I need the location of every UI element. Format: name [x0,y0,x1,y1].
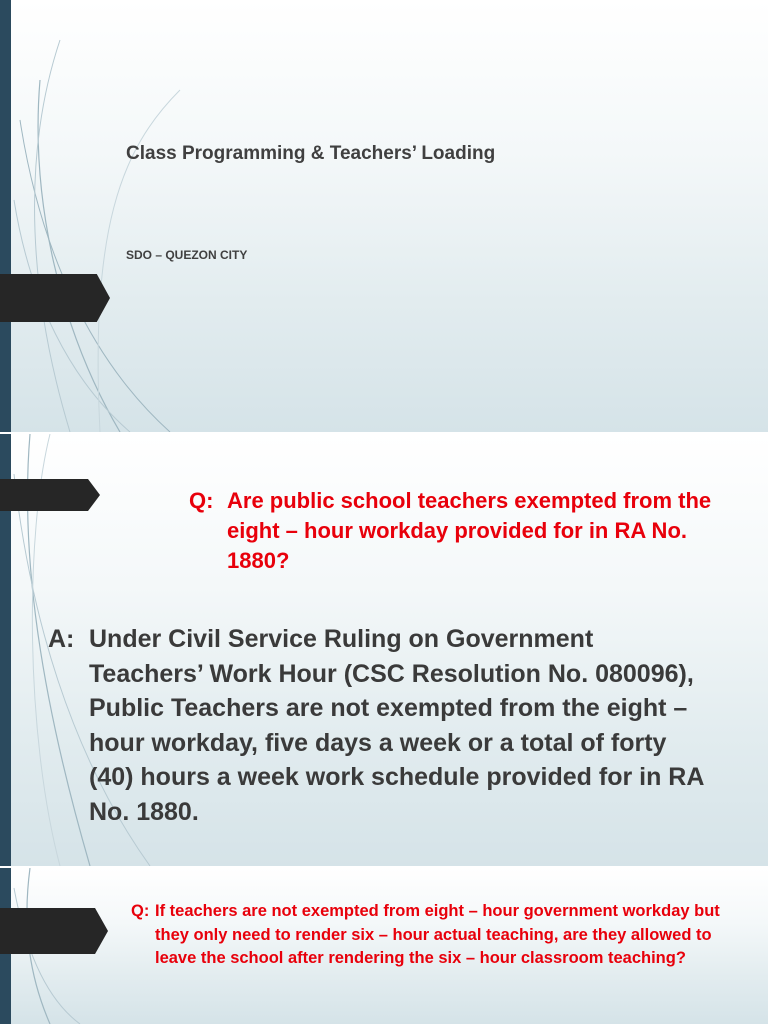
slide-title [0,0,768,432]
arrow-shape [0,274,110,322]
arrow-shape [0,908,108,954]
arrow-shape [0,479,100,511]
question-text: If teachers are not exempted from eight – hour government workday but they only need to render six – hour actual teaching, are they allowed to leave the school after rendering the six – hour classroom teaching? [155,902,720,967]
decorative-swirl [0,0,200,432]
slide-question-1 [0,434,768,866]
slide-title-text: Class Programming & Teachers’ Loading [126,143,496,164]
answer-text: Under Civil Service Ruling on Government Teachers’ Work Hour (CSC Resolution No. 080096), Public Teachers are not exempted from the eight – hour workday, five days a week or a total of forty (40) hours a week work schedule provided for in RA No. 1880. [89,625,704,826]
question-label: Q: [189,488,214,513]
answer-block [48,622,708,829]
slide-subtitle: SDO – QUEZON CITY [126,248,248,262]
question-block [131,900,731,971]
question-block [189,486,734,576]
answer-label: A: [48,625,75,653]
slide-question-2 [0,868,768,1024]
question-text: Are public school teachers exempted from the eight – hour workday provided for in RA No. 1880? [227,488,712,573]
question-label: Q: [131,902,150,920]
